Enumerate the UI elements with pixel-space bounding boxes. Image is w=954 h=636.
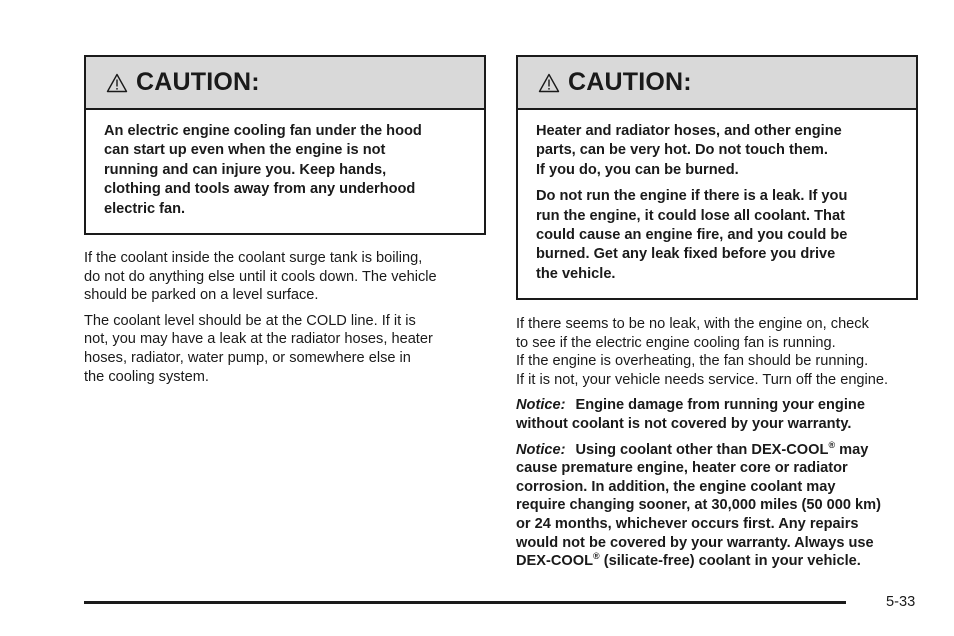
- right-column: [516, 55, 918, 578]
- caution-box-fan: [84, 55, 486, 235]
- notice-warranty: Notice: Engine damage from running your engine without coolant is not covered by your warranty.: [516, 397, 865, 432]
- caution-header: [518, 57, 916, 110]
- registered-mark: ®: [593, 551, 600, 562]
- warning-triangle-icon: [538, 73, 560, 93]
- paragraph-cold-line: The coolant level should be at the COLD line. If it is not, you may have a leak at the radiator hoses, heater hoses, radiator, water pump, or somewhere else in the cooling system.: [84, 312, 433, 385]
- notice-label: Notice:: [516, 397, 566, 414]
- caution-text-hot-parts: Heater and radiator hoses, and other engine parts, can be very hot. Do not touch them. If you do, you can be burned.: [536, 123, 842, 178]
- paragraph-check-fan: If there seems to be no leak, with the engine on, check to see if the electric engine cooling fan is running. If the engine is overheating, the fan should be running. If it is not, your vehicle needs service. Turn off the engine.: [516, 316, 889, 388]
- footer-rule: [84, 601, 846, 604]
- caution-header: [86, 57, 484, 110]
- left-column: [84, 55, 486, 393]
- notice-dex-cool: Notice: Using coolant other than DEX-COOL® may cause premature engine, heater core or radiator corrosion. In addition, the engine coolant may require changing sooner, at 30,000 miles (50 000 km) or 24 months, whichever occurs first. Any repairs would not be covered by your warranty. Always use DEX-COOL® (silicate-free) coolant in your vehicle.: [516, 439, 882, 570]
- right-body-text: [516, 315, 918, 571]
- caution-text: An electric engine cooling fan under the hood can start up even when the engine is not running and can injure you. Keep hands, clothing and tools away from any underhood electric fan.: [104, 123, 422, 217]
- caution-text-leak: Do not run the engine if there is a leak. If you run the engine, it could lose all coolant. That could cause an engine fire, and you could be burned. Get any leak fixed before you drive the vehicle.: [536, 188, 848, 282]
- paragraph-boiling: If the coolant inside the coolant surge tank is boiling, do not do anything else until it cools down. The vehicle should be parked on a level surface.: [84, 250, 437, 304]
- caution-body: [518, 110, 916, 298]
- left-body-text: [84, 249, 486, 386]
- page-number: 5-33: [886, 594, 916, 610]
- caution-body: [86, 110, 484, 233]
- caution-box-hoses: [516, 55, 918, 300]
- warning-triangle-icon: [106, 73, 128, 93]
- caution-title: CAUTION:: [136, 68, 260, 96]
- caution-title: CAUTION:: [568, 68, 692, 96]
- notice-label: Notice:: [516, 441, 566, 458]
- registered-mark: ®: [828, 439, 836, 450]
